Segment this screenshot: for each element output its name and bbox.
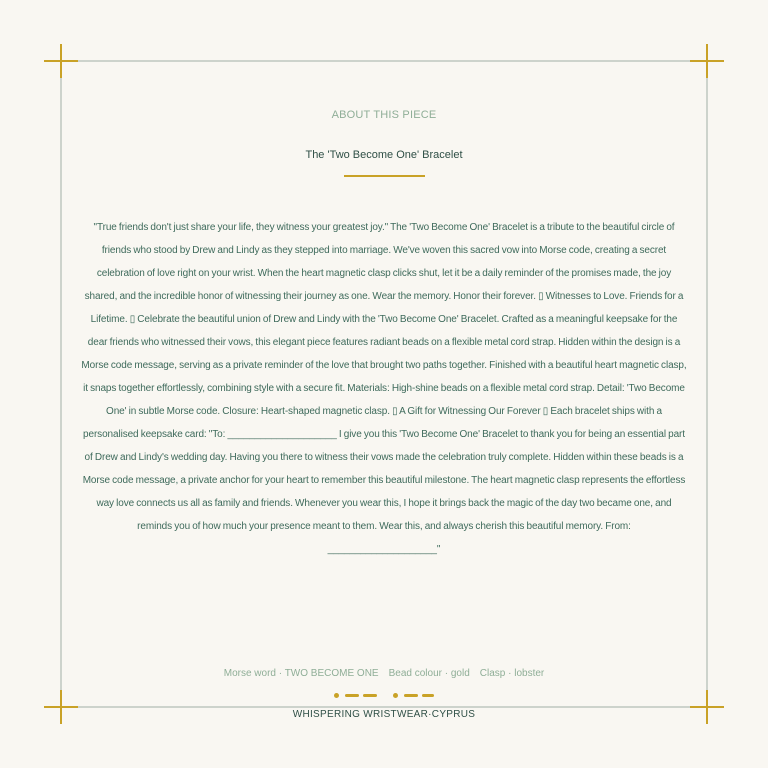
product-title: The 'Two Become One' Bracelet: [305, 149, 463, 161]
spec-clasp: Clasp · lobster: [479, 668, 545, 679]
spec-line: [0, 668, 768, 679]
morse-ornament-icon: [334, 692, 444, 700]
corner-mark-top-left: [44, 44, 78, 78]
spec-bead-colour: Bead colour · gold: [388, 668, 470, 679]
section-eyebrow: ABOUT THIS PIECE: [331, 109, 437, 121]
corner-mark-top-right: [690, 44, 724, 78]
product-description: "True friends don't just share your life, they witness your greatest joy." The 'Two Become One' Bracelet is a tribute to the beautiful circle of friends who stood by Drew and Lindy as they stepped into marriage. We've woven this sacred vow into Morse code, creating a secret celebration of love right on your wrist. When the heart magnetic clasp clicks shut, let it be a daily reminder of the promises made, the joy shared, and the incredible honor of witnessing their journey as one. Wear the memory. Honor their forever. ▯ Witnesses to Love. Friends for a Lifetime. ▯ Celebrate the beautiful union of Drew and Lindy with the 'Two Become One' Bracelet. Crafted as a meaningful keepsake for the dear friends who witnessed their vows, this elegant piece features radiant beads on a flexible metal cord strap. Hidden within the design is a Morse code message, serving as a private reminder of the love that brought two paths together. Finished with a beautiful heart magnetic clasp, it snaps together effortlessly, combining style with a secure fit. Materials: High-shine beads on a flexible metal cord strap. Detail: 'Two Become One' in subtle Morse code. Closure: Heart-shaped magnetic clasp. ▯ A Gift for Witnessing Our Forever ▯ Each bracelet ships with a personalised keepsake card: "To: ____________________ I give you this 'Two Become One' Bracelet to thank you for being an essential part of Drew and Lindy's wedding day. Having you there to witness their vows made the celebration truly complete. Hidden within these beads is a Morse code message, a private anchor for your heart to remember this beautiful milestone. The heart magnetic clasp represents the effortless way love connects us all as family and friends. Whenever you wear this, I hope it brings back the magic of the day two became one, and reminds you of how much your presence meant to them. Wear this, and always cherish this beautiful memory. From: ____________________": [81, 222, 687, 555]
title-divider: [344, 175, 425, 177]
spec-morse-word: Morse word · TWO BECOME ONE: [223, 668, 379, 679]
brand-name: WHISPERING WRISTWEAR·CYPRUS: [292, 709, 476, 720]
